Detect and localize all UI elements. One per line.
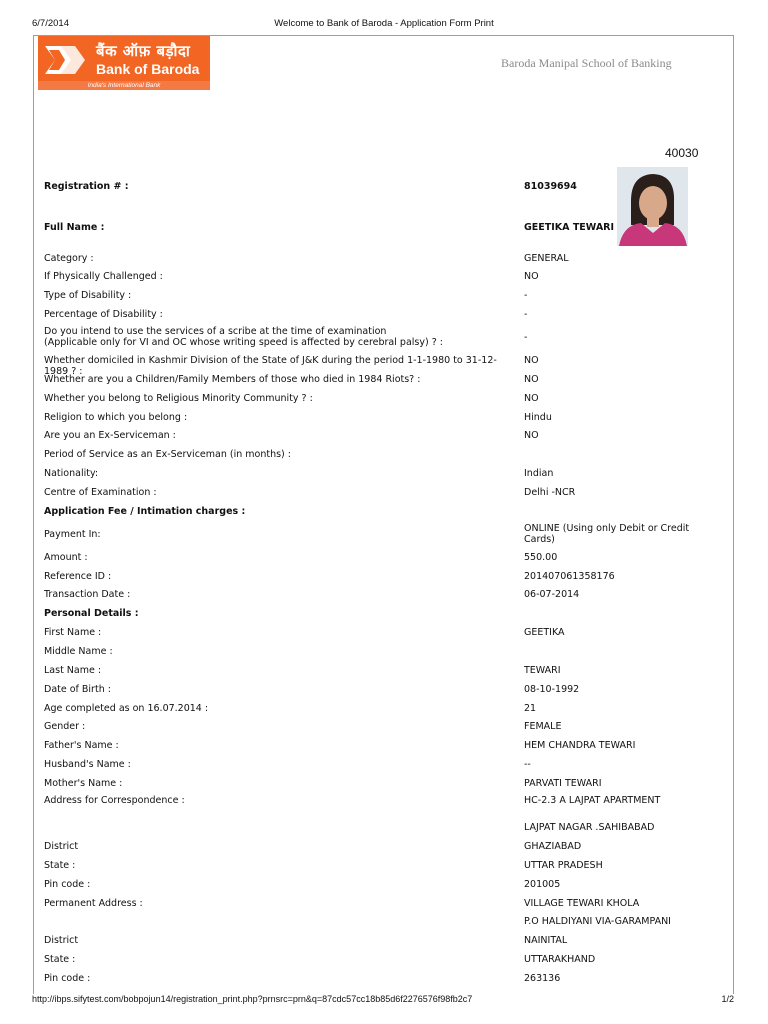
- field-label: Are you an Ex-Serviceman :: [44, 430, 176, 441]
- field-value: 263136: [524, 973, 561, 984]
- field-label: Category :: [44, 253, 94, 264]
- field-value: UTTARAKHAND: [524, 954, 596, 965]
- field-label: Percentage of Disability :: [44, 309, 163, 320]
- school-name: Baroda Manipal School of Banking: [501, 56, 672, 70]
- field-value: LAJPAT NAGAR .SAHIBABAD: [524, 822, 655, 833]
- field-value: NO: [524, 355, 539, 366]
- field-value: Indian: [524, 468, 554, 479]
- corner-number: 40030: [665, 146, 699, 160]
- field-label: Middle Name :: [44, 646, 113, 657]
- field-label: Nationality:: [44, 468, 99, 479]
- field-label: Full Name :: [44, 222, 105, 233]
- field-label: Whether are you a Children/Family Members of those who died in 1984 Riots? :: [44, 374, 421, 385]
- field-value: Delhi -NCR: [524, 487, 576, 498]
- field-label: Period of Service as an Ex-Serviceman (in months) :: [44, 449, 291, 460]
- field-value: ONLINE (Using only Debit or Credit Cards): [524, 523, 690, 545]
- field-label: If Physically Challenged :: [44, 271, 163, 282]
- field-label: Father's Name :: [44, 740, 119, 751]
- field-label: First Name :: [44, 627, 102, 638]
- field-label: Amount :: [44, 552, 88, 563]
- field-label: Whether domiciled in Kashmir Division of the State of J&K during the period 1-1-1980 to 31-12-1989 ? :: [44, 355, 497, 377]
- field-value: P.O HALDIYANI VIA-GARAMPANI: [524, 916, 671, 927]
- field-value: 201005: [524, 879, 561, 890]
- field-value: -: [524, 309, 528, 320]
- field-value: 201407061358176: [524, 571, 615, 582]
- footer-url: http://ibps.sifytest.com/bobpojun14/registration_print.php?prnsrc=prn&q=87cdc57cc18b85d6f2276576f98fb2c7: [32, 994, 473, 1004]
- field-label: Age completed as on 16.07.2014 :: [44, 703, 209, 714]
- field-value: HC-2.3 A LAJPAT APARTMENT: [524, 795, 661, 806]
- field-label: Permanent Address :: [44, 898, 143, 909]
- section-heading: Personal Details :: [44, 608, 139, 619]
- field-label: Centre of Examination :: [44, 487, 157, 498]
- section-heading: Application Fee / Intimation charges :: [44, 506, 246, 517]
- field-label: Gender :: [44, 721, 86, 732]
- field-label: Transaction Date :: [44, 589, 131, 600]
- field-label: Last Name :: [44, 665, 102, 676]
- field-label: Mother's Name :: [44, 778, 123, 789]
- page-title: Welcome to Bank of Baroda - Application Form Print: [274, 18, 494, 29]
- field-value: NO: [524, 430, 539, 441]
- field-value: 81039694: [524, 181, 577, 192]
- field-label: Reference ID :: [44, 571, 112, 582]
- field-label: Address for Correspondence :: [44, 795, 185, 806]
- field-value: 550.00: [524, 552, 558, 563]
- logo-tagline: India's International Bank: [38, 81, 210, 90]
- field-value: NAINITAL: [524, 935, 568, 946]
- field-value: PARVATI TEWARI: [524, 778, 602, 789]
- logo-hindi-text: बैंक ऑफ़ बड़ौदा: [96, 42, 191, 60]
- field-label: District: [44, 841, 79, 852]
- field-value: VILLAGE TEWARI KHOLA: [524, 898, 640, 909]
- field-label: Husband's Name :: [44, 759, 131, 770]
- field-value: GEETIKA: [524, 627, 565, 638]
- field-value: GENERAL: [524, 253, 569, 264]
- field-value: GHAZIABAD: [524, 841, 582, 852]
- field-value: NO: [524, 271, 539, 282]
- field-value: UTTAR PRADESH: [524, 860, 603, 871]
- field-label: Pin code :: [44, 973, 91, 984]
- field-label: Whether you belong to Religious Minority Community ? :: [44, 393, 313, 404]
- field-value: -: [524, 332, 528, 343]
- field-label: Religion to which you belong :: [44, 412, 188, 423]
- bank-logo: [38, 36, 210, 90]
- field-value: 08-10-1992: [524, 684, 580, 695]
- field-label: State :: [44, 954, 76, 965]
- print-date: 6/7/2014: [32, 18, 69, 29]
- field-value: Hindu: [524, 412, 552, 423]
- field-value: FEMALE: [524, 721, 562, 732]
- field-value: 21: [524, 703, 537, 714]
- field-label: Type of Disability :: [44, 290, 132, 301]
- field-label: Registration # :: [44, 181, 129, 192]
- page-number: 1/2: [721, 994, 734, 1004]
- field-value: NO: [524, 374, 539, 385]
- field-value: GEETIKA TEWARI: [524, 222, 615, 233]
- field-value: -: [524, 290, 528, 301]
- field-value: --: [524, 759, 531, 770]
- field-label: Date of Birth :: [44, 684, 111, 695]
- field-label: Do you intend to use the services of a scribe at the time of examination: [44, 326, 387, 337]
- field-label: District: [44, 935, 79, 946]
- logo-english-text: Bank of Baroda: [96, 61, 200, 77]
- field-label: Pin code :: [44, 879, 91, 890]
- field-label: State :: [44, 860, 76, 871]
- applicant-photo: [617, 167, 688, 246]
- field-value: NO: [524, 393, 539, 404]
- bank-logo-icon: [41, 42, 85, 78]
- field-label: Payment In:: [44, 529, 101, 540]
- field-label-line-2: (Applicable only for VI and OC whose writing speed is affected by cerebral palsy) ? :: [44, 337, 443, 348]
- field-value: HEM CHANDRA TEWARI: [524, 740, 636, 751]
- field-value: TEWARI: [524, 665, 561, 676]
- field-value: 06-07-2014: [524, 589, 580, 600]
